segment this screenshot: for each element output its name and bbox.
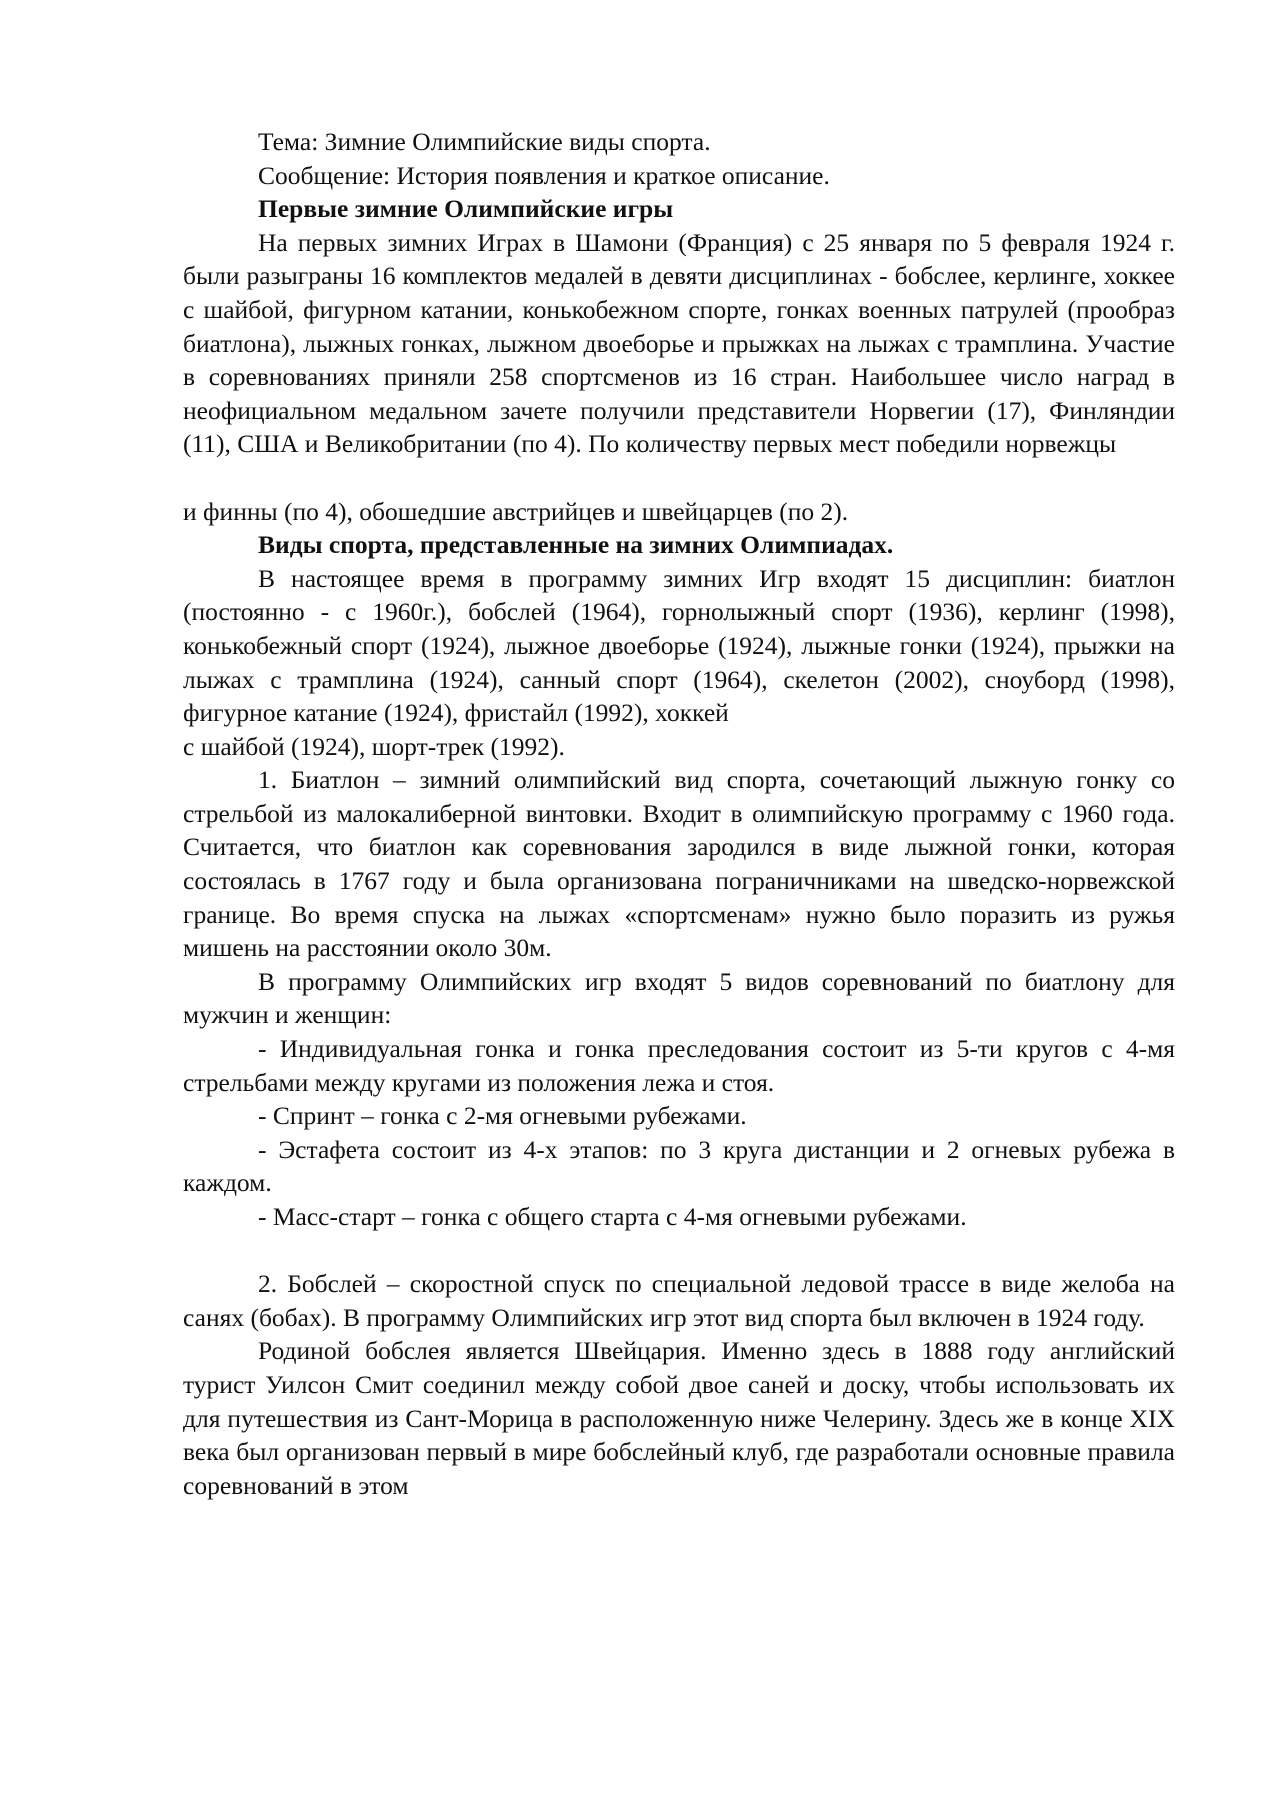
list-item-sprint: - Спринт – гонка с 2-мя огневыми рубежами.: [258, 1101, 747, 1131]
message-line: Сообщение: История появления и краткое описание.: [258, 160, 830, 190]
section-heading-first-games: Первые зимние Олимпийские игры: [258, 194, 674, 224]
list-item-mass-start: - Масс-старт – гонка с общего старта с 4-мя огневыми рубежами.: [258, 1202, 967, 1231]
paragraph-sports-list: В настоящее время в программу зимних Игр входят 15 дисциплин: биатлон (постоянно - с 1960г.), бобслей (1964), горнолыжный спорт (1936), керлинг (1998), конькобежный спорт (1924), лыжное двоеборье (1924), лыжные гонки (1924), прыжки на лыжах с трамплина (1924), санный спорт (1964), скелетон (2002), сноуборд (1998), фигурное катание (1924), фристайл (1992), хоккей: [183, 563, 1175, 728]
document-body: [183, 125, 1175, 1502]
topic-line: Тема: Зимние Олимпийские виды спорта.: [258, 127, 711, 156]
paragraph-biathlon-intro: 1. Биатлон – зимний олимпийский вид спорта, сочетающий лыжную гонку со стрельбой из малокалиберной винтовки. Входит в олимпийскую программу с 1960 года. Считается, что биатлон как соревнования зародился в виде лыжной гонки, которая состоялась в 1767 году и была организована пограничниками на шведско-норвежской границе. Во время спуска на лыжах «спортсменам» нужно было поразить из ружья мишень на расстоянии около 30м.: [183, 765, 1175, 963]
paragraph-biathlon-program: В программу Олимпийских игр входят 5 видов соревнований по биатлону для мужчин и женщин:: [183, 966, 1175, 1030]
blank-line: [183, 1234, 1175, 1268]
paragraph-sports-list-continued: с шайбой (1924), шорт-трек (1992).: [183, 731, 565, 761]
list-item-individual-race: - Индивидуальная гонка и гонка преследования состоит из 5-ти кругов с 4-мя стрельбами между кругами из положения лежа и стоя.: [183, 1034, 1175, 1097]
paragraph-bobsleigh-intro: 2. Бобслей – скоростной спуск по специальной ледовой трассе в виде желоба на санях (бобах). В программу Олимпийских игр этот вид спорта был включен в 1924 году.: [183, 1269, 1175, 1332]
paragraph-first-games-continued: и финны (по 4), обошедшие австрийцев и швейцарцев (по 2).: [183, 496, 849, 526]
section-heading-sports: Виды спорта, представленные на зимних Олимпиадах.: [258, 530, 894, 560]
blank-line: [183, 461, 1175, 495]
paragraph-bobsleigh-history: Родиной бобслея является Швейцария. Именно здесь в 1888 году английский турист Уилсон Смит соединил между собой двое саней и доску, чтобы использовать их для путешествия из Сант-Морица в расположенную ниже Челерину. Здесь же в конце XIX века был организован первый в мире бобслейный клуб, где разработали основные правила соревнований в этом: [183, 1336, 1175, 1500]
list-item-relay: - Эстафета состоит из 4-х этапов: по 3 круга дистанции и 2 огневых рубежа в каждом.: [183, 1134, 1175, 1198]
paragraph-first-games: На первых зимних Играх в Шамони (Франция) с 25 января по 5 февраля 1924 г. были разыграны 16 комплектов медалей в девяти дисциплинах - бобслее, керлинге, хоккее с шайбой, фигурном катании, конькобежном спорте, гонках военных патрулей (прообраз биатлона), лыжных гонках, лыжном двоеборье и прыжках на лыжах с трамплина. Участие в соревнованиях приняли 258 спортсменов из 16 стран. Наибольшее число наград в неофициальном медальном зачете получили представители Норвегии (17), Финляндии (11), США и Великобритании (по 4). По количеству первых мест победили норвежцы: [183, 227, 1175, 459]
